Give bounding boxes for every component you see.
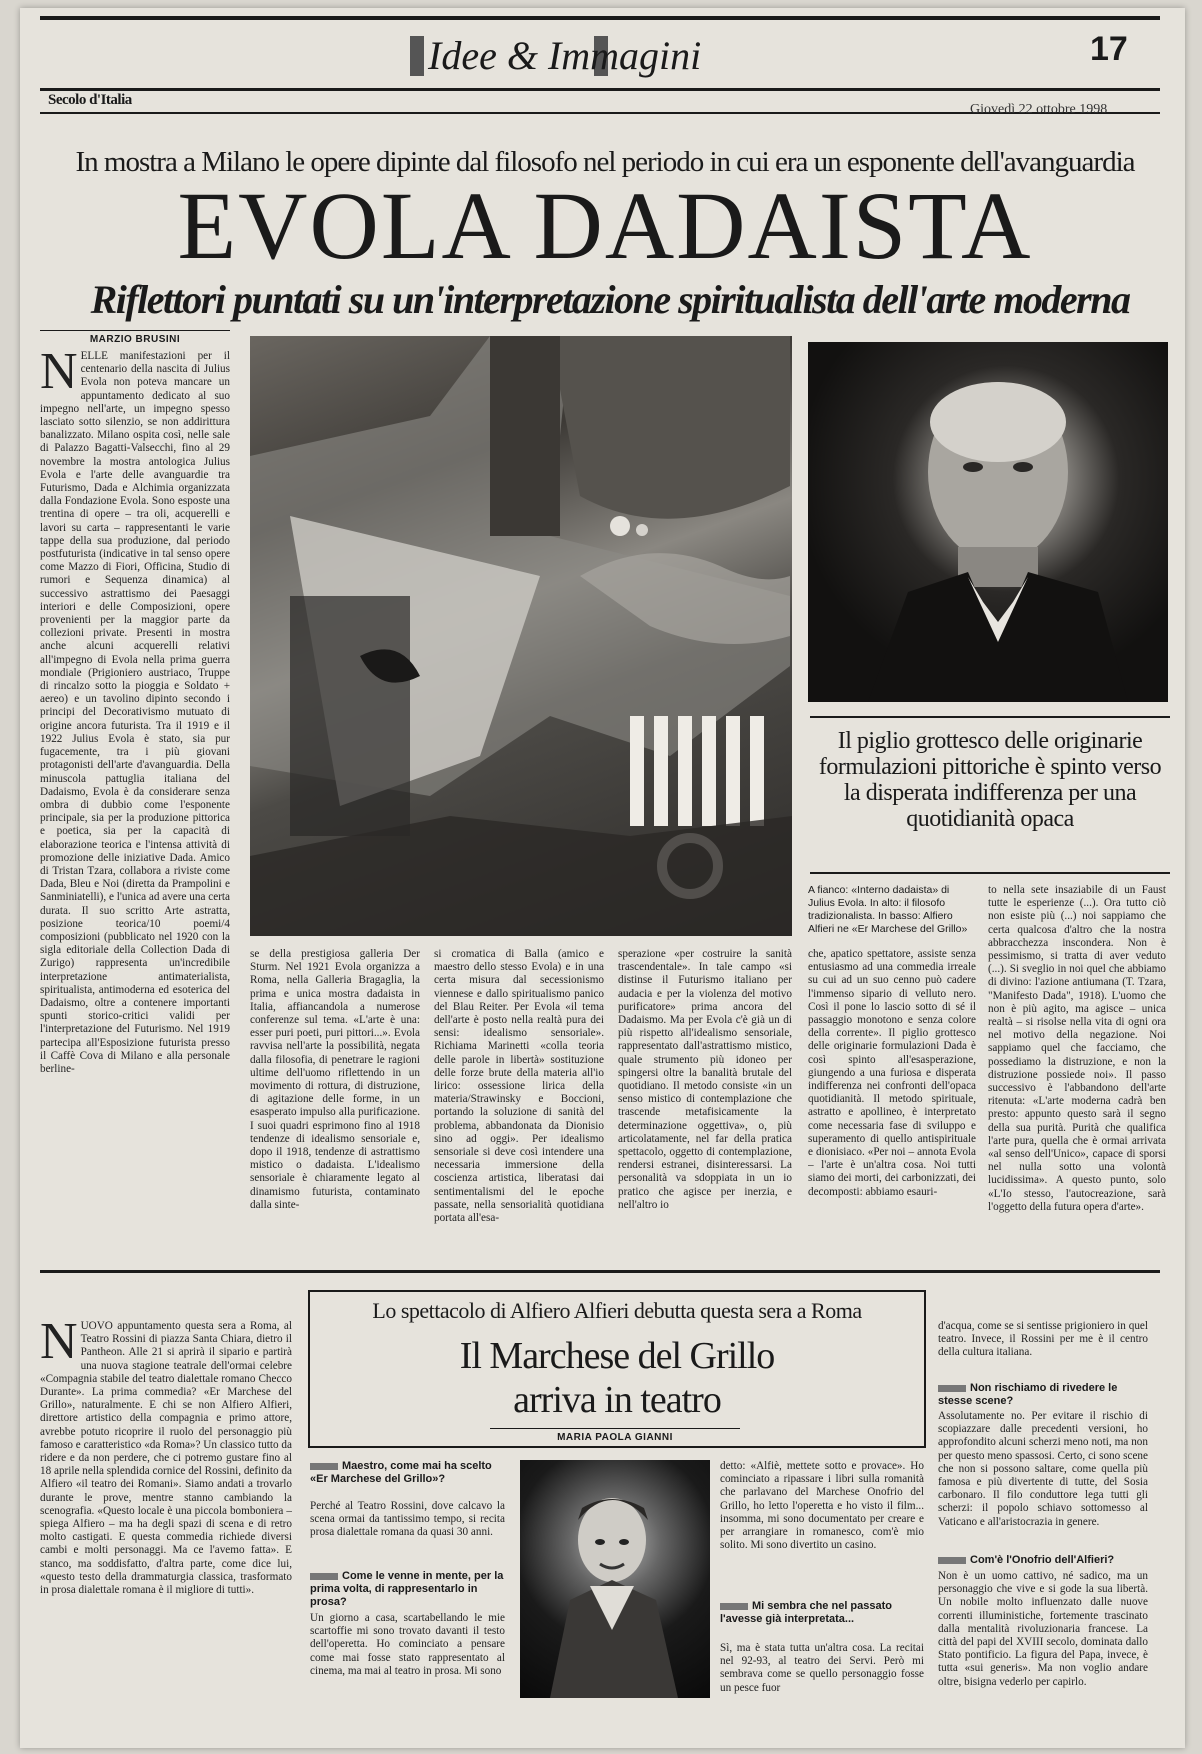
article1-column-4 (618, 948, 792, 1250)
evola-portrait-photo (808, 342, 1168, 702)
article2-headline-line-1: Il Marchese del Grillo (459, 1335, 775, 1377)
article1-kicker: In mostra a Milano le opere dipinte dal filosofo nel periodo in cui era un esponente dell'avanguardia (75, 146, 1135, 178)
article2-question-2-text: Come le venne in mente, per la prima volta, di rappresentarlo in prosa? (310, 1570, 504, 1608)
article1-column-4-text: sperazione «per costruire la sanità trascendentale». In tale campo «si distinse il Futurismo italiano per audacia e per la violenza del motivo purificatore» prima ancora del Dadaismo. Ma per Evola c'è già un di più rispetto all'idealismo sensoriale, rappresentato dall'astrattismo mistico, quale strumento più idoneo per spingersi oltre la banalità brutale del quotidiano. Il metodo consiste «in un senso mistico di contemplazione che trascende metafisicamente la determinazione oggettiva», o, più articolatamente, nel far della pratica spettacolo, oggetto di contemplazione, rendersi estranei, disinteressarsi. La personalità va sdoppiata in un io pratico che agisce per inerzia, e nell'altro io (618, 948, 792, 1211)
pullquote-rule-top (810, 716, 1170, 718)
article2-answer-1-text: Perché al Teatro Rossini, dove calcavo la scena ormai da tantissimo tempo, si recita prosa dialettale romana da quasi 30 anni. (310, 1500, 505, 1539)
article2-question-3-text: Mi sembra che nel passato l'avesse già interpretata... (720, 1600, 892, 1625)
article2-answer-5-text: Non è un uomo cattivo, né sadico, ma un personaggio che vive e si gode la sua libertà. Un nobile molto influenzato dalle nuove correnti illuministiche, fortemente trascinato dalla mentalità rivoluzionaria francese. La città del papi del XVIII secolo, dominata dallo Stato pontificio. La figura del Papa, invece, è tutta «sui generis». Ma non voglio andare oltre, bisigna vederlo per capirlo. (938, 1570, 1148, 1688)
page-number: 17 (1090, 30, 1128, 68)
question-marker (720, 1603, 748, 1610)
article2-column-4 (938, 1320, 1148, 1374)
masthead: Secolo d'Italia (48, 92, 132, 108)
article-separator-rule (40, 1270, 1160, 1273)
article1-pullquote: Il piglio grottesco delle originarie formulazioni pittoriche è spinto verso la disperata indifferenza per una quotidianità opaca (818, 728, 1162, 832)
article2-answer-1 (310, 1500, 505, 1566)
article2-headline (312, 1334, 922, 1422)
article1-column-1-text: ELLE manifestazioni per il centenario della nascita di Julius Evola non poteva mancare un appuntamento dedicato al suo impegno nell'arte, un impegno spesso lasciato sotto silenzio, se non addirittura banalizzato. Milano ospita così, nelle sale di Palazzo Bagatti-Valsecchi, fino al 29 novembre la mostra antologica Julius Evola e l'arte delle avanguardie tra Futurismo, Dada e Alchimia organizzata dalla Fondazione Evola. Sono esposte una trentina di opere – tra oli, acquerelli e lavori su carta – rappresentanti le varie tappe della sua produzione, dal periodo postfuturista (indicative in tal senso opere come Mazzo di Fiori, Officina, Studio di rumori e Sequenza dinamica) al successivo astrattismo dei Paesaggi interiori e delle Composizioni, opere provenienti per la maggior parte da collezioni private. Presenti in mostra anche alcuni acquerelli relativi all'impegno di Evola nella prima guerra mondiale (Prigioniero austriaco, Truppe di rincalzo sotto la pioggia e Soldato + aereo) e un tavolino dipinto secondo i principi del Decorativismo mutuato di origine ancora futurista. Tra il 1919 e il 1922 Julius Evola è stato, sia pur fugacemente, tra i più giovani protagonisti dell'arte d'avanguardia. Della minuscola pattuglia italiana del Dadaismo, Evola è da considerare senza ombra di dubbio come l'esponente principale, sia per la produzione pittorica e poetica, sia per la capacità di elaborazione teorica e l'intensa attività di promozione delle iniziative Dada. Amico di Tristan Tzara, collabora a riviste come Dada, Bleu e Noi (diretta da Prampolini e Sanminiatelli), e l'unica ad avere una certa durata. Il suo scritto Arte astratta, posizione teorica/10 poemi/4 composizioni (pubblicato nel 1920 con la sigla editoriale della Collection Dada di Zurigo) rappresenta un'incredibile interpretazione antimaterialista, spiritualista, antimoderna ed esoterica del Dadaismo, oltre a contenere importanti spunti storico-critici validi per l'interpretazione del Futurismo. Nel 1919 partecipa all'Esposizione futurista presso il Caffè Cova di Milano e alla personale berline- (40, 350, 230, 1075)
header-rule (40, 88, 1160, 91)
portrait-illustration (808, 342, 1168, 702)
alfieri-photo (520, 1460, 710, 1698)
article2-question-4-text: Non rischiamo di rivedere le stesse scene? (938, 1382, 1118, 1407)
question-marker (938, 1385, 966, 1392)
section-title (410, 16, 810, 86)
article2-answer-5 (938, 1570, 1148, 1732)
article2-dropcap: N (40, 1320, 78, 1370)
article1-column-6 (988, 884, 1166, 1250)
article2-answer-4-text: Assolutamente no. Per evitare il rischio di scopiazzare dalle precedenti versioni, ho approfondito alcuni scherzi meno noti, ma non per questo meno spassosi. Certo, ci sono scene che non si possono saltare, come quella più famosa e più divertente di tutte, del Sosia carbonaro. Il filo conduttore lega tutti gli scherzi: il popolo schiavo sottomesso al Vaticano e all'aristocrazia in genere. (938, 1410, 1148, 1528)
article2-byline-rule (490, 1428, 740, 1429)
article2-column-1 (40, 1320, 292, 1730)
article2-answer-2-text: Un giorno a casa, scartabellando le mie scartoffie mi sono trovato davanti il testo dell'operetta. Ho cominciato a pensare come mai fosse stato rappresentato al cinema, ma mai al teatro in prosa. Mi sono (310, 1612, 505, 1677)
article2-kicker: Lo spettacolo di Alfiero Alfieri debutta questa sera a Roma (372, 1298, 862, 1323)
article1-dropcap: N (40, 350, 78, 400)
article2-answer-3 (720, 1642, 924, 1732)
pullquote-rule-bottom (810, 872, 1170, 874)
section-title-text: Idee & Immagini (428, 33, 702, 78)
article2-answer-2 (310, 1612, 505, 1732)
article1-headline: EVOLA DADAISTA (177, 172, 1033, 279)
byline-rule-top (40, 330, 230, 331)
article1-column-3-text: si cromatica di Balla (amico e maestro dello stesso Evola) e in una certa misura dal secessionismo viennese e dallo spiritualismo panico del Blau Reiter. Per Evola «il tema dell'arte è posto nella realtà pura dei sensi: idealismo sensoriale». Richiama Marinetti «colla teoria delle parole in libertà» sostituzione delle forze brute della materia all'io lirico: ossessione lirica della materia/Strawinsky e Boccioni, portando la soluzione di sanità del problema, abbandonata da Dionisio sino ad oggi». Per idealismo sensoriale si deve così intendere una necessaria immersione della coscienza artistica, liberatasi dai sentimentalismi del le epoche passate, nella sensorialità quotidiana portata all'esa- (434, 948, 604, 1225)
article1-photo-caption: A fianco: «Interno dadaista» di Julius Evola. In alto: il filosofo tradizionalista. In basso: Alfiero Alfieri ne «Er Marchese del Grillo» (808, 884, 968, 935)
article2-column-3-text: detto: «Alfiè, mettete sotto e provace». Ho cominciato a ripassare i libri sulla romanità che parlavano del Marchese Onofrio del Grillo, ho letto l'operetta e ho visto il film... insomma, mi sono documentato per creare e per arrangiare in romanesco, com'è mio solito. Mi sono divertito un casino. (720, 1460, 924, 1552)
article2-question-1-text: Maestro, come mai ha scelto «Er Marchese del Grillo»? (310, 1460, 492, 1485)
question-marker (310, 1573, 338, 1580)
article2-question-4 (938, 1382, 1148, 1408)
article1-column-2-text: se della prestigiosa galleria Der Sturm. Nel 1921 Evola organizza a Roma, nella Galleria Bragaglia, la prima e unica mostra dadaista in Italia, affiancandola a numerose conferenze sul tema. «L'arte è una: esser puri poeti, puri pittori...». Evola ravvisa nell'arte la possibilità, negata dalla filosofia, di penetrare le ragioni ultime dell'uomo riflettendo in un movimento di rottura, di distruzione, di agitazione delle forme, in un esasperato impulso alla purificazione. I suoi quadri esprimono fino al 1918 tendenze di idealismo sensoriale e, dopo il 1918, tendenze di astrattismo mistico o dadaista. L'idealismo sensoriale è chiaramente legato al dinamismo futurista, contaminato dalla sinte- (250, 948, 420, 1211)
article2-question-5 (938, 1554, 1148, 1567)
article2-column-4-text: d'acqua, come se si sentisse prigioniero in quel teatro. Invece, il Rossini per me è il centro della cultura italiana. (938, 1320, 1148, 1359)
article2-question-2 (310, 1570, 505, 1609)
article1-column-2 (250, 948, 420, 1250)
article1-column-6-text: to nella sete insaziabile di un Faust tutte le esperienze (...). Ora tutto ciò non esiste più (...) noi sappiamo che certa qualcosa d'altro che la nostra abbracchezza inscondera. Non è pessimismo, si tratta di aver veduto (...). Si sveglio in noi quel che abbiamo di divino: l'azione antiumana (T. Tzara, "Manifesto Dada", 1918). L'uomo che non è più agito, ma agisce – unica realtà – si risolse nella vita di ogni ora nel motivo della negazione. Noi sappiamo quel che facciamo, che possediamo la distruzione, e non la distruzione possiede noi». Il passo successivo è l'abbandono dell'arte ritenuta: «L'arte moderna cadrà ben presto: appunto questo sarà il segno della sua purità. Purità che qualifica l'arte pura, quella che è ormai arrivata «al senso dell'Unico», capace di sporsi nel nulla sotto una volontà lucidissima». A questo punto, solo «L'Io stesso, l'autocreazione, sarà l'oggetto della futura opera d'arte». (988, 884, 1166, 1213)
article2-column-1-text: UOVO appuntamento questa sera a Roma, al Teatro Rossini di piazza Santa Chiara, dietro il Pantheon. Alle 21 si aprirà il sipario e partirà una nuova stagione teatrale dell'ormai celebre «Compagnia stabile del teatro dialettale romano Checco Durante». La prima commedia? «Er Marchese del Grillo», naturalmente. E chi se non Alfiero Alfieri, direttore artistico della compagnia e primo attore, avrebbe potuto ricoprire il ruolo del personaggio più famoso e caratteristico «da Roma»? Un classico tutto da ridere e da non perdere, che ci potremo gustare fino al 18 aprile nella splendida cornice del Rossini, definito da Alfiero «il teatro dei Romani». Siamo andati a trovarlo durante le prove, mentre stanno cambiando la scenografia. «Questo locale è una piccola bomboniera – spiega Alfiero – ma ha degli spazi di scena e di retro molto castigati. E questa commedia richiede diversi cambi e molti personaggi. Ma ce l'avemo fatta». E stanco, ma soddisfatto, d'altra parte, come dice lui, «questo testo della drammaturgia classica, trasformato in prosa dialettale romana è il migliore di tutti». (40, 1320, 292, 1597)
article2-byline: MARIA PAOLA GIANNI (557, 1432, 673, 1443)
question-marker (310, 1463, 338, 1470)
newspaper-page (20, 8, 1185, 1748)
article2-answer-3-text: Sì, ma è stata tutta un'altra cosa. La recitai nel 92-93, al teatro dei Servi. Però mi sembrava come se quello personaggio fosse un pesce fuor (720, 1642, 924, 1694)
article2-question-5-text: Com'è l'Onofrio dell'Alfieri? (970, 1554, 1115, 1566)
section-title-mark-left (410, 36, 424, 76)
article2-answer-4 (938, 1410, 1148, 1542)
article1-column-5 (808, 948, 976, 1250)
actor-illustration (520, 1460, 710, 1698)
article1-column-5-text: che, apatico spettatore, assiste senza entusiasmo ad una commedia irreale su cui ad un suo cenno può cadere l'immenso sipario di velluto nero. Così il pone lo lascio sotto di sé il passaggio monotono e senza colore della corrente». Il piglio grottesco delle originarie formulazioni Dada è così spinto all'esasperazione, giungendo a una furiosa e disperata indifferenza nei confronti dell'opaca quotidianità. Il metodo spirituale, astratto e apollineo, è interpretato come necessaria fase di sviluppo e superamento di quello antispirituale e dionisiaco. «Per noi – annota Evola – l'arte è un'altra cosa. Noi tutti siamo dei morti, dei carbonizzati, dei decomposti: abbiamo esauri- (808, 948, 976, 1198)
article2-column-3 (720, 1460, 924, 1586)
question-marker (938, 1557, 966, 1564)
dateline: Giovedì 22 ottobre 1998 (970, 102, 1108, 117)
article1-column-3 (434, 948, 604, 1250)
article1-column-1 (40, 350, 230, 1250)
article2-headline-line-2: arriva in teatro (513, 1379, 721, 1421)
article1-byline: MARZIO BRUSINI (89, 334, 181, 345)
painting-illustration (250, 336, 792, 936)
article2-question-1 (310, 1460, 505, 1486)
article1-subhead: Riflettori puntati su un'interpretazione spiritualista dell'arte moderna (90, 277, 1130, 322)
evola-painting-photo (250, 336, 792, 936)
article2-question-3 (720, 1600, 924, 1626)
